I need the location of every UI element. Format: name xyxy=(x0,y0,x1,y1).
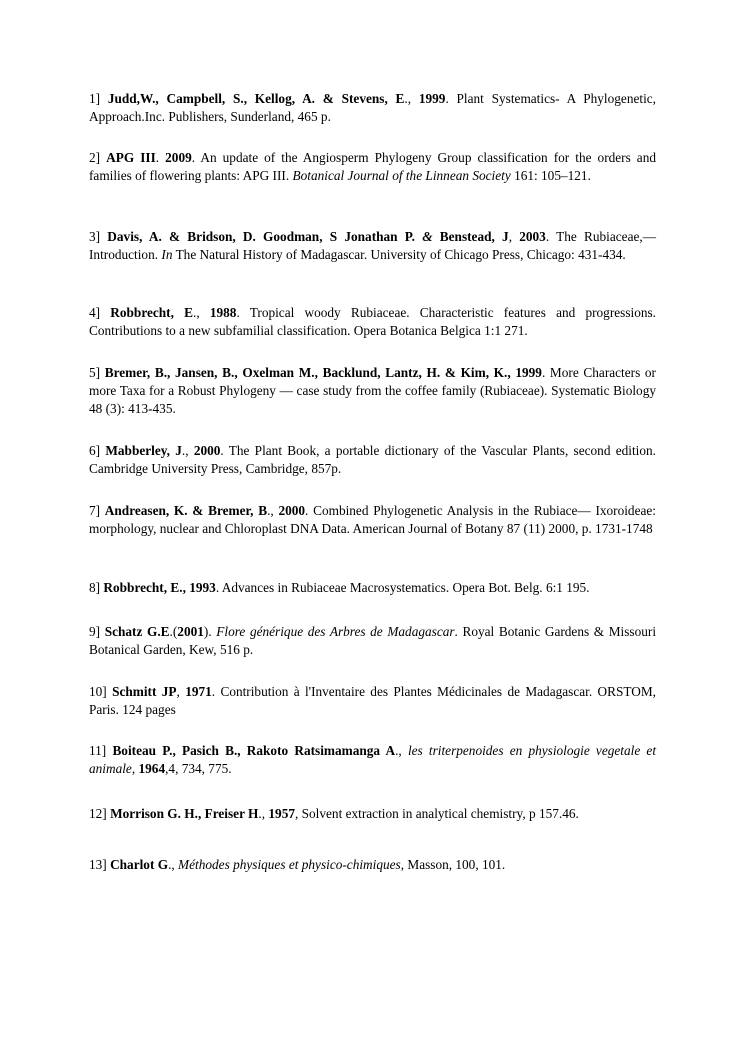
ref-separator: ., xyxy=(404,91,412,106)
ref-text: . Advances in Rubiaceae Macrosystematics. Opera Bot. Belg. 6:1 195. xyxy=(215,580,590,595)
ref-text: . The Rubiaceae,—Introduction. xyxy=(89,229,657,262)
reference-3 xyxy=(89,228,656,264)
reference-13 xyxy=(89,856,669,874)
ref-number: 5] xyxy=(89,365,101,380)
ref-authors: Robbrecht, E., 1993 xyxy=(103,580,216,595)
ref-comma: , xyxy=(131,760,136,776)
ref-year: 1988 xyxy=(209,305,237,320)
ref-separator: ., xyxy=(168,857,175,872)
ref-title: les triterpenoides en physiologie vegetale et animale xyxy=(89,743,657,776)
ref-text: , Masson, 100, 101. xyxy=(400,857,506,872)
reference-10 xyxy=(89,683,656,719)
ref-separator: ., xyxy=(395,743,402,758)
ref-text: . More Characters or more Taxa for a Robust Phylogeny — case study from the coffee family (Rubiaceae). Systematic Biology 48 (3): 413-435. xyxy=(89,365,656,416)
ref-separator: ., xyxy=(181,443,189,458)
ref-authors: Schatz G.E xyxy=(104,624,170,639)
reference-8 xyxy=(89,579,669,597)
ref-journal: Botanical Journal of the Linnean Society xyxy=(292,167,511,183)
ref-authors: Mabberley, J xyxy=(105,443,182,458)
reference-12 xyxy=(89,805,669,823)
ref-separator: ., xyxy=(267,503,274,518)
ref-separator: , xyxy=(176,684,180,699)
ref-text-tail: The Natural History of Madagascar. University of Chicago Press, Chicago: 431-434. xyxy=(175,246,626,262)
ref-text: . Tropical woody Rubiaceae. Characteristic features and progressions. Contributions to a new subfamilial classification. Opera Botanica Belgica 1:1 271. xyxy=(89,305,657,338)
ref-number: 9] xyxy=(89,624,101,639)
ref-ampersand: & xyxy=(422,229,433,244)
ref-text: , Solvent extraction in analytical chemistry, p 157.46. xyxy=(294,806,579,821)
ref-year: 2009 xyxy=(165,150,192,165)
ref-number: 11] xyxy=(89,743,107,758)
ref-authors: Charlot G xyxy=(110,857,169,872)
ref-authors: Morrison G. H., Freiser H xyxy=(110,806,259,821)
reference-5 xyxy=(89,364,656,417)
reference-1 xyxy=(89,90,656,126)
ref-year: 1957 xyxy=(268,806,295,821)
ref-authors: Robbrecht, E xyxy=(110,305,193,320)
ref-number: 6] xyxy=(89,443,101,458)
ref-number: 4] xyxy=(89,305,101,320)
reference-9 xyxy=(89,623,656,659)
ref-number: 2] xyxy=(89,150,101,165)
ref-authors: Bremer, B., Jansen, B., Oxelman M., Backlund, Lantz, H. & Kim, K., 1999 xyxy=(104,365,542,380)
ref-number: 1] xyxy=(89,91,101,106)
ref-text: . Royal Botanic Gardens & Missouri Botanical Garden, Kew, 516 p. xyxy=(89,624,657,657)
ref-separator-close: ). xyxy=(203,624,212,639)
ref-year: 2000 xyxy=(193,443,221,458)
reference-7 xyxy=(89,502,656,538)
ref-year: 1999 xyxy=(418,91,446,106)
ref-number: 8] xyxy=(89,580,101,595)
ref-authors-second: Benstead, J xyxy=(439,229,509,244)
ref-number: 13] xyxy=(89,857,107,872)
ref-title: Méthodes physiques et physico-chimiques xyxy=(178,857,401,872)
ref-number: 7] xyxy=(89,503,101,518)
ref-number: 3] xyxy=(89,229,101,244)
ref-year: 1971 xyxy=(185,684,212,699)
ref-year: 2003 xyxy=(519,229,546,244)
ref-authors: Boiteau P., Pasich B., Rakoto Ratsimamanga A xyxy=(112,743,396,758)
ref-text-tail: 161: 105–121. xyxy=(514,167,591,183)
ref-authors: APG III xyxy=(106,150,156,165)
ref-authors: Judd,W., Campbell, S., Kellog, A. & Stevens, E xyxy=(107,91,405,106)
ref-separator: , xyxy=(508,229,513,244)
reference-4 xyxy=(89,304,656,340)
ref-text: . The Plant Book, a portable dictionary of the Vascular Plants, second edition. Cambridge University Press, Cambridge, 857p. xyxy=(89,443,656,476)
reference-6 xyxy=(89,442,656,478)
ref-in: In xyxy=(161,246,173,262)
ref-number: 12] xyxy=(89,806,107,821)
ref-title: Flore générique des Arbres de Madagascar xyxy=(216,624,455,639)
ref-authors: Davis, A. & Bridson, D. Goodman, S Jonathan P. xyxy=(107,229,415,244)
ref-authors: Schmitt JP xyxy=(112,684,177,699)
ref-year: 1964 xyxy=(138,760,166,776)
reference-11 xyxy=(89,742,656,778)
ref-text: . An update of the Angiosperm Phylogeny Group classification for the orders and families of flowering plants: APG III. xyxy=(89,150,657,183)
ref-separator: ., xyxy=(193,305,200,320)
ref-authors: Andreasen, K. & Bremer, B xyxy=(104,503,268,518)
ref-text: . Plant Systematics- A Phylogenetic, Approach.Inc. Publishers, Sunderland, 465 p. xyxy=(89,91,656,124)
ref-separator: .( xyxy=(169,624,178,639)
ref-separator: ., xyxy=(258,806,266,821)
reference-2 xyxy=(89,149,656,185)
ref-number: 10] xyxy=(89,684,107,699)
ref-text: . Combined Phylogenetic Analysis in the Rubiace— Ixoroideae: morphology, nuclear and Chloroplast DNA Data. American Journal of Botany 87 (11) 2000, p. 1731-1748 xyxy=(89,503,656,536)
ref-text: ,4, 734, 775. xyxy=(165,760,232,776)
ref-year: 2001 xyxy=(177,624,204,639)
ref-year: 2000 xyxy=(278,503,306,518)
ref-separator: . xyxy=(155,150,160,165)
ref-text: . Contribution à l'Inventaire des Plantes Médicinales de Madagascar. ORSTOM, Paris. 124 pages xyxy=(89,684,656,717)
